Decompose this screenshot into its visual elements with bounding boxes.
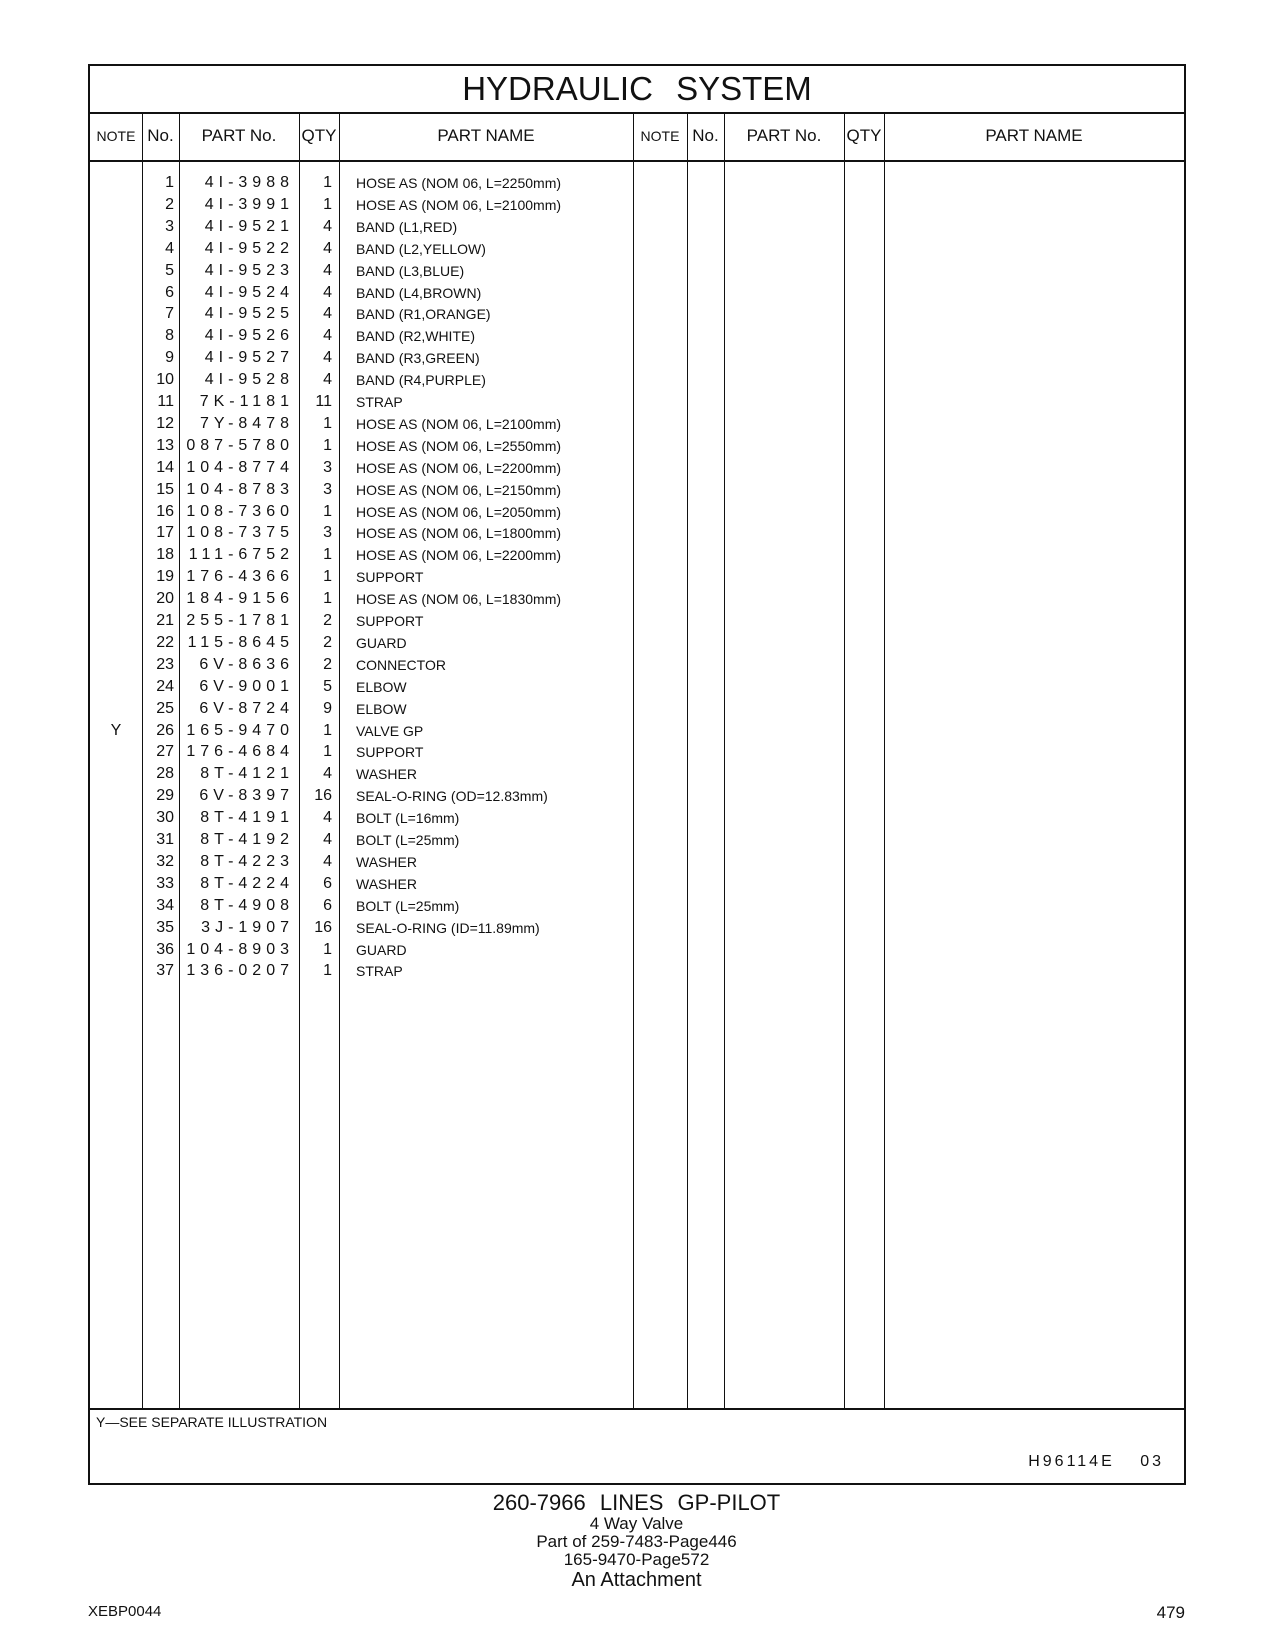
row-part-number: 6V-8724 [199, 699, 294, 717]
row-part-number: 4I-3988 [204, 174, 294, 191]
row-quantity: 4 [323, 765, 332, 783]
row-quantity: 16 [314, 787, 332, 805]
row-number: 27 [156, 743, 174, 761]
row-number: 25 [156, 699, 174, 717]
row-part-number: 8T-4224 [200, 874, 294, 892]
row-number: 36 [156, 940, 174, 958]
footnote: Y—SEE SEPARATE ILLUSTRATION [96, 1414, 328, 1430]
row-part-number: 104-8903 [186, 940, 294, 958]
row-part-number: 6V-8397 [199, 787, 294, 805]
row-number: 10 [156, 371, 174, 389]
row-part-number: 165-9470 [186, 721, 294, 739]
row-quantity: 5 [323, 677, 332, 695]
row-number: 22 [156, 633, 174, 651]
table-row [90, 544, 630, 566]
row-number: 26 [156, 721, 174, 739]
row-part-name: HOSE AS (NOM 06, L=1830mm) [356, 591, 562, 608]
row-part-name: SEAL-O-RING (OD=12.83mm) [356, 788, 548, 805]
row-number: 34 [156, 896, 174, 914]
row-number: 2 [165, 195, 174, 213]
table-row [90, 413, 630, 435]
row-part-name: SUPPORT [356, 744, 424, 761]
table-row [90, 829, 630, 851]
row-part-number: 184-9156 [186, 590, 294, 608]
row-part-number: 8T-4908 [200, 896, 294, 914]
table-row [90, 939, 630, 961]
row-number: 18 [156, 546, 174, 564]
row-part-name: HOSE AS (NOM 06, L=1800mm) [356, 525, 562, 542]
row-number: 35 [156, 918, 174, 936]
row-number: 4 [165, 239, 174, 257]
row-part-number: 104-8774 [186, 458, 294, 476]
table-row [90, 917, 630, 939]
row-quantity: 4 [323, 371, 332, 389]
row-number: 19 [156, 568, 174, 586]
row-part-name: STRAP [356, 394, 403, 410]
table-row [90, 457, 630, 479]
row-part-number: 4I-9526 [204, 327, 294, 345]
row-part-number: 115-8645 [187, 633, 294, 651]
table-row [90, 698, 630, 720]
table-row [90, 676, 630, 698]
row-quantity: 4 [323, 327, 332, 345]
row-part-name: HOSE AS (NOM 06, L=2100mm) [356, 196, 562, 213]
table-row [90, 785, 630, 807]
row-part-name: ELBOW [356, 678, 407, 695]
row-part-number: 255-1781 [186, 612, 294, 629]
row-part-name: BAND (R4,PURPLE) [356, 372, 486, 389]
row-part-number: 8T-4223 [200, 852, 294, 870]
table-row [90, 851, 630, 873]
row-part-name: HOSE AS (NOM 06, L=2550mm) [356, 437, 562, 454]
row-part-name: HOSE AS (NOM 06, L=2250mm) [356, 175, 562, 191]
table-header [90, 112, 1184, 162]
row-quantity: 4 [323, 239, 332, 257]
row-part-number: 3J-1907 [201, 918, 294, 936]
row-part-number: 4I-9524 [204, 283, 294, 301]
table-row [90, 763, 630, 785]
row-quantity: 4 [323, 217, 332, 235]
row-number: 6 [165, 283, 174, 301]
row-number: 15 [156, 480, 174, 498]
row-number: 1 [165, 174, 174, 191]
row-part-name: HOSE AS (NOM 06, L=2150mm) [356, 481, 562, 498]
row-part-name: BAND (L1,RED) [356, 218, 458, 235]
row-number: 7 [165, 305, 174, 323]
row-part-name: HOSE AS (NOM 06, L=2200mm) [356, 547, 562, 564]
row-note: Y [110, 721, 122, 739]
row-quantity: 1 [323, 436, 332, 454]
row-number: 28 [156, 765, 174, 783]
row-part-number: 6V-9001 [199, 677, 294, 695]
row-part-name: BAND (R2,WHITE) [356, 328, 475, 345]
table-row [90, 654, 630, 676]
caption-line3: Part of 259-7483-Page446 [536, 1532, 737, 1551]
section-title: HYDRAULIC SYSTEM [90, 66, 1184, 114]
row-part-name: BOLT (L=16mm) [356, 810, 460, 827]
row-part-name: WASHER [356, 875, 417, 892]
row-number: 32 [156, 852, 174, 870]
row-number: 5 [165, 261, 174, 279]
row-quantity: 1 [323, 174, 332, 191]
row-part-number: 136-0207 [186, 962, 294, 980]
row-part-number: 176-4684 [186, 743, 294, 761]
row-part-name: GUARD [356, 634, 407, 651]
row-number: 13 [156, 436, 174, 454]
row-part-number: 108-7375 [186, 524, 294, 542]
row-part-number: 4I-9522 [204, 239, 294, 257]
illustration-code: H96114E 03 [1028, 1453, 1164, 1470]
row-part-name: VALVE GP [356, 722, 424, 739]
row-quantity: 1 [323, 962, 332, 980]
row-part-number: 111-6752 [188, 546, 294, 564]
table-row [90, 720, 630, 742]
table-row [90, 632, 630, 654]
row-quantity: 2 [323, 655, 332, 673]
row-quantity: 4 [323, 809, 332, 827]
parts-table-body [90, 162, 1184, 1410]
row-part-name: BOLT (L=25mm) [356, 832, 460, 848]
row-part-number: 4I-9527 [204, 349, 294, 367]
row-quantity: 1 [323, 502, 332, 520]
row-number: 23 [156, 655, 174, 673]
table-row [90, 194, 630, 216]
row-part-number: 4I-9525 [204, 305, 294, 323]
table-row [90, 260, 630, 282]
row-quantity: 4 [323, 261, 332, 279]
row-quantity: 3 [323, 524, 332, 542]
table-row [90, 741, 630, 763]
table-row [90, 479, 630, 501]
row-part-name: HOSE AS (NOM 06, L=2200mm) [356, 459, 562, 476]
row-part-name: BAND (R3,GREEN) [356, 350, 480, 367]
row-quantity: 4 [323, 349, 332, 367]
table-row [90, 369, 630, 391]
row-quantity: 4 [323, 852, 332, 870]
row-quantity: 4 [323, 305, 332, 323]
row-quantity: 3 [323, 480, 332, 498]
header-note-left: NOTE [96, 128, 136, 144]
row-part-name: CONNECTOR [356, 656, 446, 673]
row-number: 33 [156, 874, 174, 892]
row-quantity: 11 [315, 393, 332, 410]
row-quantity: 1 [323, 743, 332, 761]
table-row [90, 501, 630, 523]
row-part-number: 8T-4192 [200, 831, 294, 848]
row-part-name: GUARD [356, 941, 407, 958]
caption-line2: 4 Way Valve [589, 1514, 684, 1533]
caption-main: 260-7966 LINES GP-PILOT [492, 1490, 781, 1515]
row-part-number: 176-4366 [186, 568, 294, 586]
header-note-right: NOTE [640, 128, 680, 144]
row-quantity: 2 [323, 633, 332, 651]
table-row [90, 960, 630, 982]
row-part-number: 4I-3991 [204, 195, 294, 213]
row-quantity: 4 [323, 831, 332, 848]
row-part-name: BAND (L3,BLUE) [356, 262, 465, 279]
table-row [90, 522, 630, 544]
row-number: 20 [156, 590, 174, 608]
row-part-name: HOSE AS (NOM 06, L=2100mm) [356, 415, 562, 432]
row-number: 31 [156, 831, 174, 848]
row-part-number: 8T-4121 [200, 765, 294, 783]
row-number: 16 [156, 502, 174, 520]
caption-line5: An Attachment [571, 1569, 702, 1591]
row-number: 3 [165, 217, 174, 235]
row-number: 11 [157, 393, 174, 410]
table-row [90, 347, 630, 369]
row-part-number: 7Y-8478 [199, 414, 294, 432]
table-row [90, 610, 630, 632]
row-part-name: BAND (L2,YELLOW) [356, 240, 486, 257]
table-row [90, 895, 630, 917]
row-quantity: 9 [323, 699, 332, 717]
header-no-right: No. [692, 126, 719, 145]
row-quantity: 16 [314, 918, 332, 936]
parts-list-frame [88, 64, 1186, 1485]
row-part-name: HOSE AS (NOM 06, L=2050mm) [356, 503, 562, 520]
header-part-no-right: PART No. [746, 126, 822, 145]
row-part-name: BAND (L4,BROWN) [356, 284, 482, 301]
row-quantity: 1 [323, 414, 332, 432]
table-row [90, 172, 630, 194]
caption-line4: 165-9470-Page572 [563, 1550, 710, 1569]
table-row [90, 807, 630, 829]
row-number: 24 [156, 677, 174, 695]
header-no-left: No. [147, 126, 174, 145]
row-number: 14 [156, 458, 174, 476]
row-quantity: 6 [323, 874, 332, 892]
header-qty-left: QTY [301, 126, 337, 145]
table-row [90, 325, 630, 347]
row-quantity: 1 [323, 195, 332, 213]
row-part-name: SEAL-O-RING (ID=11.89mm) [356, 919, 540, 936]
row-quantity: 1 [323, 940, 332, 958]
row-number: 8 [165, 327, 174, 345]
table-row [90, 873, 630, 895]
table-row [90, 435, 630, 457]
row-part-name: BOLT (L=25mm) [356, 897, 460, 914]
row-number: 37 [156, 962, 174, 980]
row-part-number: 108-7360 [186, 502, 294, 520]
row-part-name: ELBOW [356, 700, 407, 717]
row-quantity: 1 [323, 546, 332, 564]
row-part-number: 4I-9521 [204, 217, 294, 235]
table-row [90, 303, 630, 325]
row-part-name: STRAP [356, 963, 403, 980]
page-caption [0, 1491, 1273, 1591]
row-number: 9 [165, 349, 174, 367]
header-part-name-right: PART NAME [985, 126, 1083, 145]
row-quantity: 1 [323, 568, 332, 586]
table-row [90, 566, 630, 588]
row-number: 17 [156, 524, 174, 542]
row-part-name: SUPPORT [356, 613, 424, 629]
row-quantity: 1 [323, 590, 332, 608]
row-part-number: 087-5780 [186, 436, 294, 454]
page-number: 479 [1156, 1603, 1185, 1622]
row-part-name: WASHER [356, 853, 417, 870]
row-part-number: 104-8783 [186, 480, 294, 498]
header-part-no-left: PART No. [201, 126, 277, 145]
row-part-name: WASHER [356, 766, 417, 783]
row-part-number: 7K-1181 [199, 393, 294, 410]
table-row [90, 588, 630, 610]
row-number: 30 [156, 809, 174, 827]
row-part-name: SUPPORT [356, 569, 424, 586]
row-part-number: 4I-9528 [204, 371, 294, 389]
document-id: XEBP0044 [88, 1603, 162, 1620]
row-quantity: 6 [323, 896, 332, 914]
row-number: 12 [156, 414, 174, 432]
row-quantity: 1 [323, 721, 332, 739]
row-part-number: 6V-8636 [199, 655, 294, 673]
table-row [90, 216, 630, 238]
row-part-number: 8T-4191 [200, 809, 294, 827]
row-quantity: 3 [323, 458, 332, 476]
header-part-name-left: PART NAME [437, 126, 535, 145]
row-quantity: 2 [323, 612, 332, 629]
row-number: 21 [156, 612, 174, 629]
row-quantity: 4 [323, 283, 332, 301]
table-row [90, 238, 630, 260]
table-row [90, 282, 630, 304]
table-row [90, 391, 630, 413]
row-part-name: BAND (R1,ORANGE) [356, 306, 491, 323]
row-part-number: 4I-9523 [204, 261, 294, 279]
row-number: 29 [156, 787, 174, 805]
header-qty-right: QTY [846, 126, 882, 145]
